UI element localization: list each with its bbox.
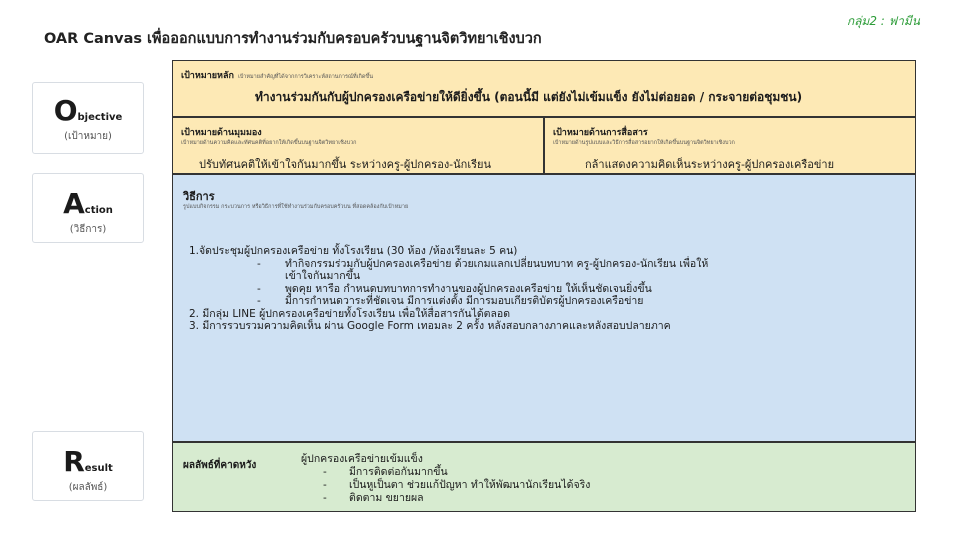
communication-goal-text: กล้าแสดงความคิดเห็นระหว่างครู-ผู้ปกครองเครือข่าย (585, 158, 835, 171)
perspective-goal-box (172, 117, 544, 174)
result-item-text: มีการติดต่อกันมากขึ้น (349, 466, 448, 478)
result-heading: ผลลัพธ์ที่คาดหวัง (183, 460, 257, 471)
action-item-3: 3. มีการรวบรวมความคิดเห็น ผ่าน Google Form เทอมละ 2 ครั้ง หลังสอบกลางภาคและหลังสอบปลายภาค (189, 320, 671, 332)
perspective-goal-note: เป้าหมายด้านความคิดและทัศนคติที่อยากให้เกิดขึ้นบนฐานจิตวิทยาเชิงบวก (181, 140, 357, 146)
objective-letter: O (53, 94, 78, 127)
action-subitem-1c-text: มีการกำหนดวาระที่ชัดเจน มีการแต่งตั้ง มีการมอบเกียรติบัตรผู้ปกครองเครือข่าย (285, 295, 644, 307)
action-list (189, 245, 708, 333)
objective-subtitle: (เป้าหมาย) (64, 131, 112, 142)
action-subitem-1a (189, 258, 708, 283)
objective-word: bjective (77, 112, 123, 123)
result-item (301, 492, 590, 505)
communication-goal-note: เป้าหมายด้านรูปแบบและวิธีการสื่อสารอยากให้เกิดขึ้นบนฐานจิตวิทยาเชิงบวก (553, 140, 735, 146)
main-goal-note: เป้าหมายสำคัญที่ได้จากการวิเคราะห์สถานการณ์ที่เกิดขึ้น (237, 74, 373, 80)
action-subitem-1b (189, 283, 708, 296)
result-card (32, 431, 144, 501)
main-goal-box (172, 60, 916, 117)
result-letter: R (63, 445, 85, 478)
objective-card (32, 82, 144, 154)
action-heading: วิธีการ (183, 190, 215, 203)
page-title: OAR Canvas เพื่อออกแบบการทำงานร่วมกับครอบครัวบนฐานจิตวิทยาเชิงบวก (44, 31, 542, 47)
result-subtitle: (ผลลัพธ์) (68, 482, 108, 493)
result-item (301, 479, 590, 492)
dash-bullet: - (257, 257, 261, 270)
result-item-text: เป็นหูเป็นตา ช่วยแก้ปัญหา ทำให้พัฒนานักเรียนได้จริง (349, 479, 591, 491)
action-card (32, 173, 144, 243)
main-goal-heading: เป้าหมายหลัก (181, 71, 234, 81)
result-item (301, 466, 590, 479)
action-subtitle: (วิธีการ) (69, 224, 107, 235)
action-item-2: 2. มีกลุ่ม LINE ผู้ปกครองเครือข่ายทั้งโรงเรียน เพื่อให้สื่อสารกันได้ตลอด (189, 307, 511, 320)
communication-goal-box (544, 117, 916, 174)
action-word: ction (84, 205, 113, 216)
result-list (301, 453, 590, 505)
dash-bullet: - (323, 479, 327, 491)
action-subitem-1c (189, 295, 708, 308)
result-head-text: ผู้ปกครองเครือข่ายเข้มแข็ง (301, 453, 423, 465)
perspective-goal-text: ปรับทัศนคติให้เข้าใจกันมากขึ้น ระหว่างครู-ผู้ปกครอง-นักเรียน (199, 158, 491, 171)
dash-bullet: - (257, 295, 261, 307)
dash-bullet: - (323, 492, 327, 504)
dash-bullet: - (323, 466, 327, 478)
action-subitem-1a-text: ทำกิจกรรมร่วมกับผู้ปกครองเครือข่าย ด้วยเกมแลกเปลี่ยนบทบาท ครู-ผู้ปกครอง-นักเรียน เพื่อให้ (285, 257, 709, 270)
action-note: รูปแบบกิจกรรม กระบวนการ หรือวิธีการที่ใช้ทำงานร่วมกับครอบครัวบน ที่สอดคล้องกับเป้าหมาย (183, 204, 409, 210)
dash-bullet: - (257, 282, 261, 295)
communication-goal-heading: เป้าหมายด้านการสื่อสาร (553, 128, 648, 138)
main-goal-text: ทำงานร่วมกันกับผู้ปกครองเครือข่ายให้ดียิ่งขึ้น (ตอนนี้มี แต่ยังไม่เข้มแข็ง ยังไม่ต่อยอด / กระจายต่อชุมชน) (255, 90, 803, 104)
result-item-text: ติดตาม ขยายผล (349, 492, 424, 504)
perspective-goal-heading: เป้าหมายด้านมุมมอง (181, 128, 262, 138)
action-letter: A (63, 187, 85, 220)
group-label: กลุ่ม2 : ฟามีน (846, 14, 920, 28)
result-box (172, 442, 916, 512)
result-word: esult (84, 463, 113, 474)
action-subitem-1b-text: พูดคุย หารือ กำหนดบทบาทการทำงานของผู้ปกครองเครือข่าย ให้เห็นชัดเจนยิ่งขึ้น (285, 282, 652, 295)
action-subitem-1a-cont: เข้าใจกันมากขึ้น (285, 270, 361, 282)
action-box (172, 174, 916, 442)
action-item-1: 1.จัดประชุมผู้ปกครองเครือข่าย ทั้งโรงเรียน (30 ห้อง /ห้องเรียนละ 5 คน) (189, 245, 518, 257)
